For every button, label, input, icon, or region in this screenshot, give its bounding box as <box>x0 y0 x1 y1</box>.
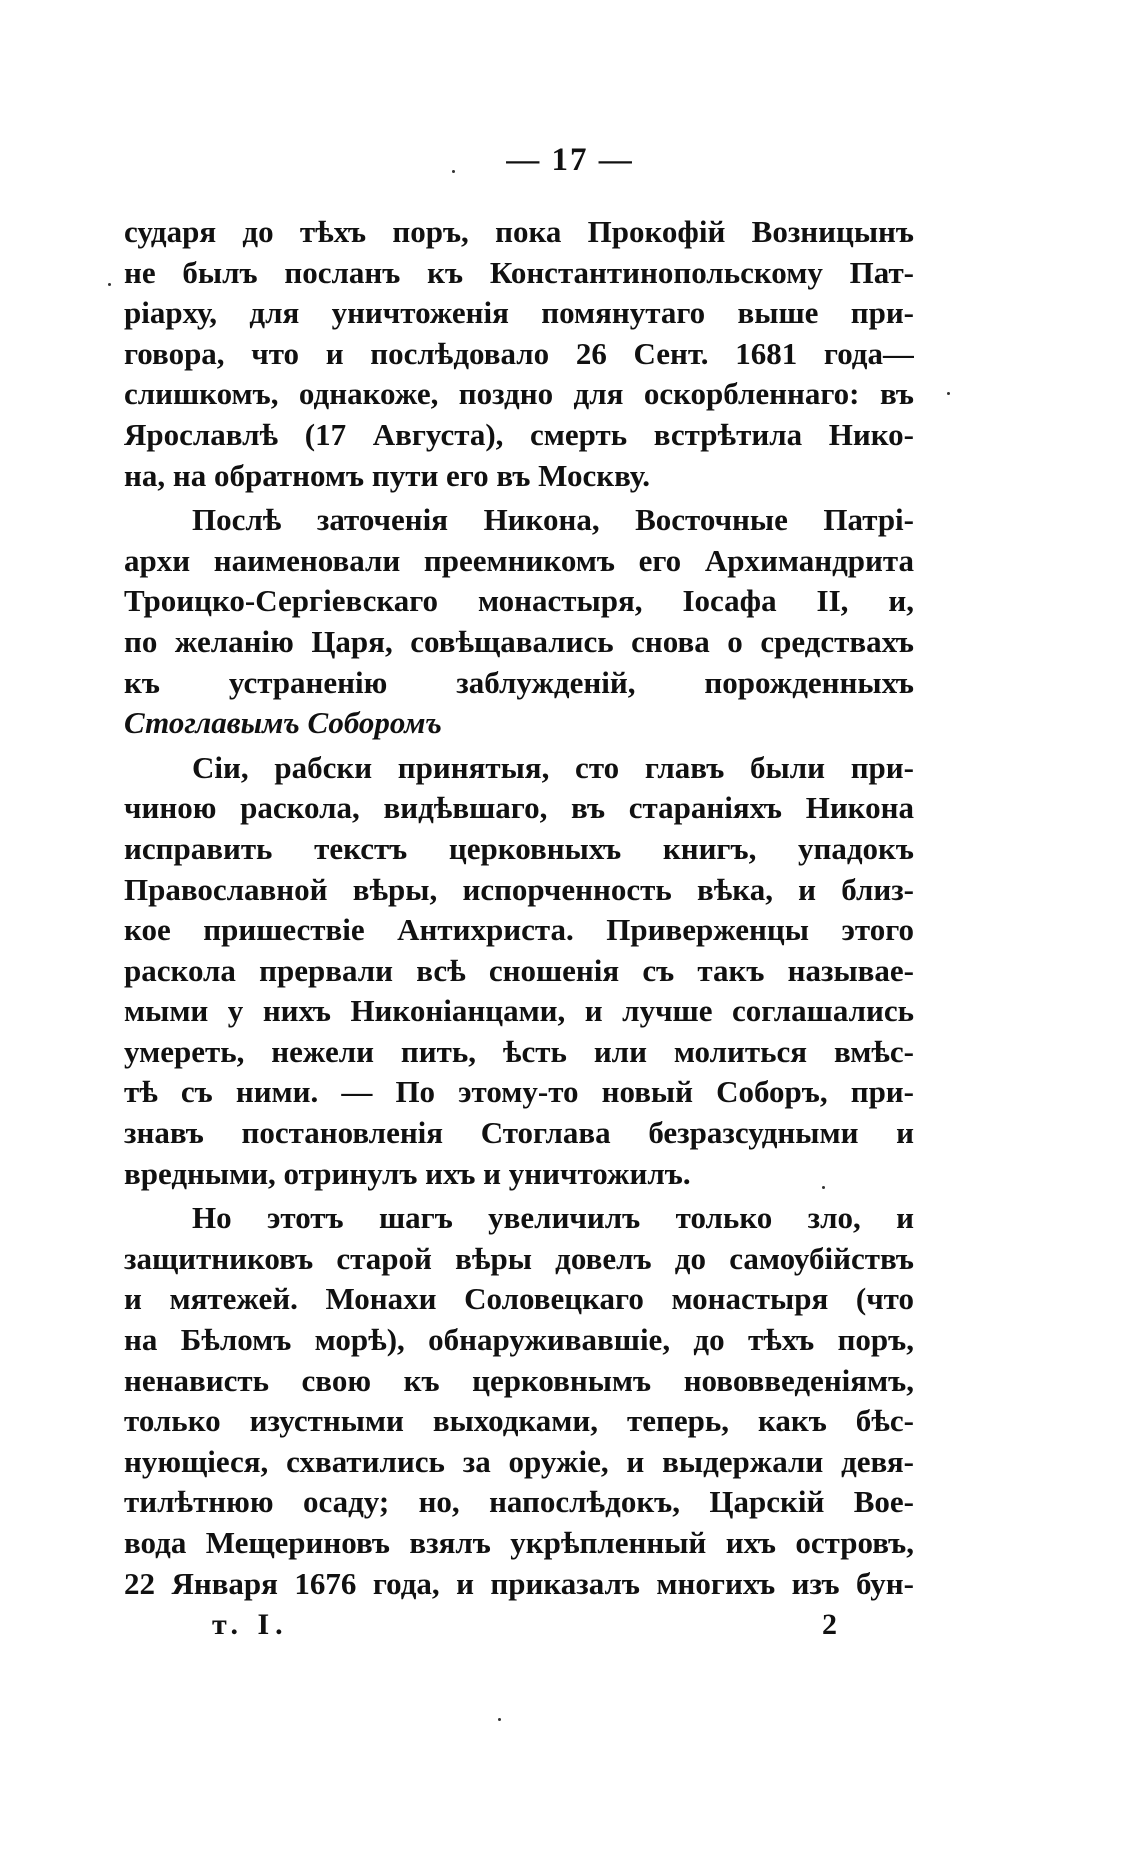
text-line: тилѣтнюю осаду; но, напослѣдокъ, Царскій Вое- <box>124 1484 914 1520</box>
print-speck <box>498 1718 501 1721</box>
text-line: на, на обратномъ пути его въ Москву. <box>124 457 650 493</box>
text-line: Православной вѣры, испорченность вѣка, и близ- <box>124 871 914 907</box>
signature-mark: 2 <box>822 1608 837 1641</box>
text-line: и мятежей. Монахи Соловецкаго монастыря (что <box>124 1281 914 1317</box>
text-line: чиною раскола, видѣвшаго, въ стараніяхъ Никона <box>124 790 914 826</box>
body-text <box>124 212 914 1604</box>
text-line: вредными, отринулъ ихъ и уничтожилъ. <box>124 1155 691 1191</box>
text-line: умереть, нежели пить, ѣсть или молиться вмѣс- <box>124 1033 914 1069</box>
text-line: Ярославлѣ (17 Августа), смерть встрѣтила Нико- <box>124 416 914 452</box>
text-line: защитниковъ старой вѣры довелъ до самоубійствъ <box>124 1240 914 1276</box>
text-line: архи наименовали преемникомъ его Архимандрита <box>124 542 914 578</box>
text-line: только изустными выходками, теперь, какъ бѣс- <box>124 1403 914 1439</box>
text-line: къ устраненію заблужденій, порожденныхъ <box>124 664 914 700</box>
text-line: ріарху, для уничтоженія помянутаго выше при- <box>124 295 914 331</box>
text-line: знавъ постановленія Стоглава безразсудными и <box>124 1115 914 1151</box>
text-line: Троицко-Сергіевскаго монастыря, Іосафа II, и, <box>124 583 914 619</box>
text-line-italic: Стоглавымъ Соборомъ <box>124 705 442 741</box>
text-line: Но этотъ шагъ увеличилъ только зло, и <box>192 1200 914 1236</box>
text-line: раскола прервали всѣ сношенія съ такъ называе- <box>124 952 914 988</box>
text-line: кое пришествіе Антихриста. Приверженцы этого <box>124 912 914 948</box>
text-line: на Бѣломъ морѣ), обнаруживавшіе, до тѣхъ поръ, <box>124 1322 914 1358</box>
text-line: 22 Января 1676 года, и приказалъ многихъ изъ бун- <box>124 1565 914 1601</box>
text-line: нующіеся, схватились за оружіе, и выдержали девя- <box>124 1443 914 1479</box>
page-number-header: — 17 — <box>506 142 634 178</box>
text-line: говора, что и послѣдовало 26 Сент. 1681 года— <box>124 335 914 371</box>
text-line: Сіи, рабски принятыя, сто главъ были при- <box>192 749 914 785</box>
text-line: исправить текстъ церковныхъ книгъ, упадокъ <box>124 830 914 866</box>
text-line: сударя до тѣхъ поръ, пока Прокофій Возницынъ <box>124 214 914 249</box>
text-line: тѣ съ ними. — По этому-то новый Соборъ, при- <box>124 1074 914 1110</box>
text-line: вода Мещериновъ взялъ укрѣпленный ихъ островъ, <box>124 1525 914 1560</box>
page-footer <box>0 1608 1140 1648</box>
text-line: Послѣ заточенія Никона, Восточные Патрі- <box>192 502 914 538</box>
text-line: мыми у нихъ Никоніанцами, и лучше соглашались <box>124 993 914 1029</box>
print-speck <box>947 392 950 395</box>
print-speck <box>108 283 111 286</box>
text-line: ненависть свою къ церковнымъ нововведеніямъ, <box>124 1362 914 1398</box>
text-line: слишкомъ, однакоже, поздно для оскорбленнаго: въ <box>124 376 914 412</box>
print-speck <box>822 1186 825 1189</box>
print-speck <box>452 170 455 173</box>
text-line: не былъ посланъ къ Константинопольскому Пат- <box>124 254 914 290</box>
volume-mark: т. I. <box>212 1608 289 1641</box>
text-line: по желанію Царя, совѣщавались снова о средствахъ <box>124 623 914 659</box>
